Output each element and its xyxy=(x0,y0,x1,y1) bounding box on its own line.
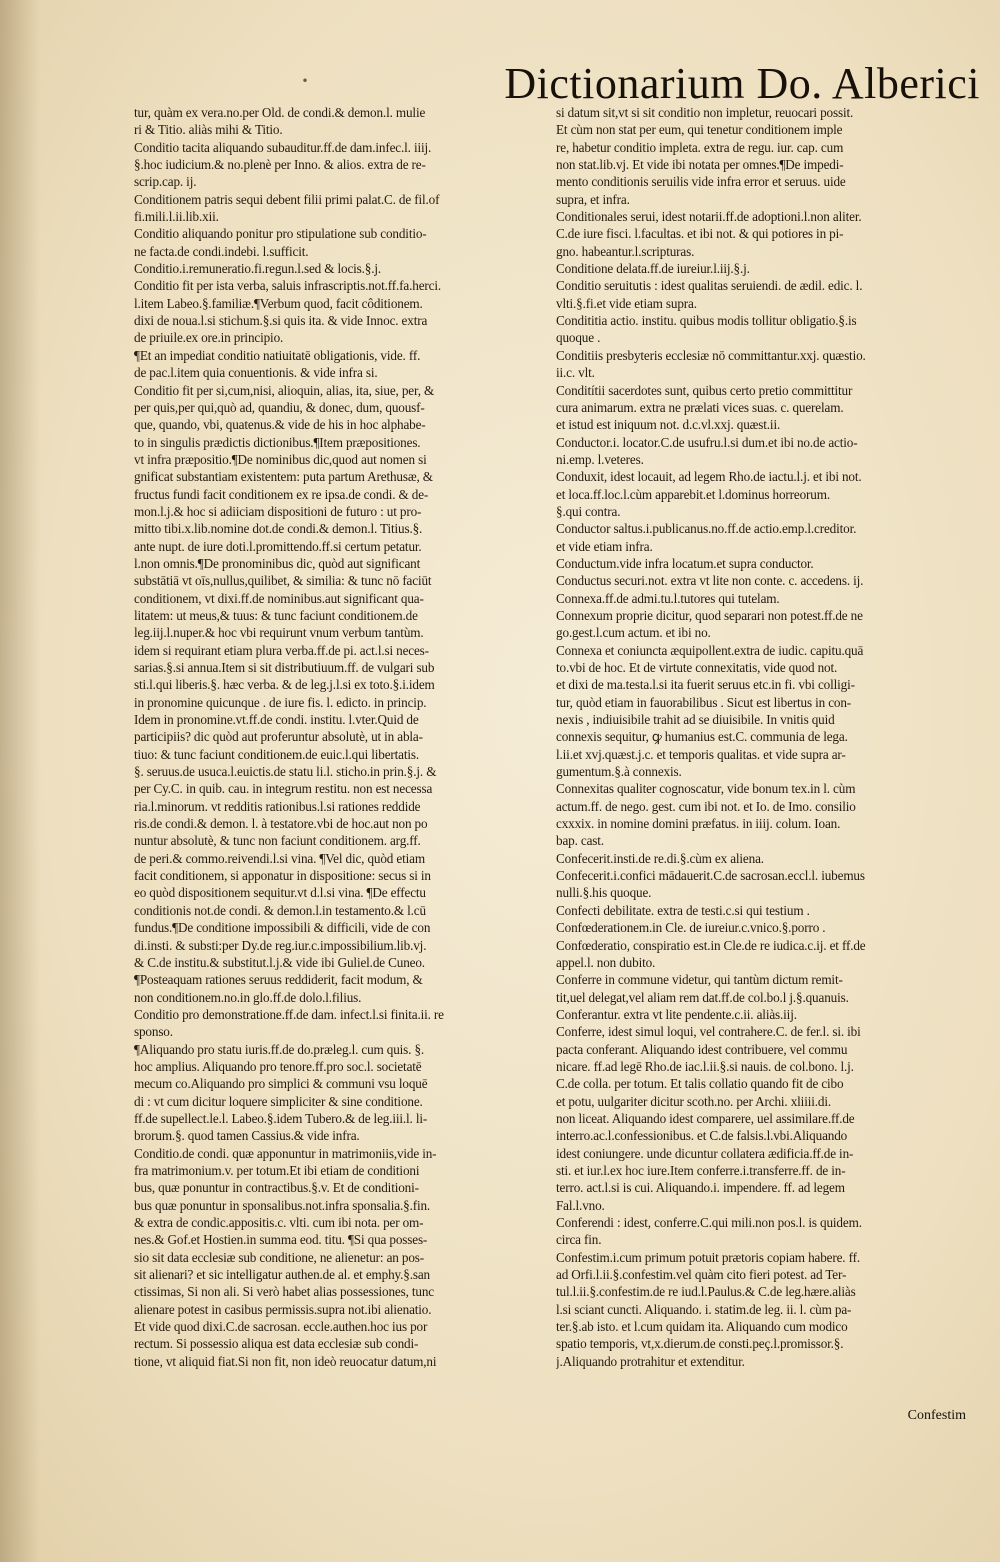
text-line: pacta conferant. Aliquando idest contribuere, vel commu xyxy=(556,1041,848,1057)
text-line: de priuile.ex ore.in principio. xyxy=(134,330,284,346)
right-column xyxy=(556,104,974,1370)
text-line: sarias.§.si annua.Item si sit distributiuum.ff. de vulgari sub xyxy=(134,660,435,675)
text-line: Conditio fit per si,cum,nisi, alioquin, alias, ita, siue, per, & xyxy=(134,382,435,398)
text-line: et potu, uulgariter dicitur scoth.no. per Archi. xliiii.di. xyxy=(556,1093,831,1109)
text-line: hoc amplius. Aliquando pro tenore.ff.pro soc.l. societatē xyxy=(134,1058,422,1074)
text-line: nexis , indiuisibile trahit ad se diuisibile. In vnitis quid xyxy=(556,712,835,728)
text-line: dixi de noua.l.si stichum.§.si quis ita. & vide Innoc. extra xyxy=(134,313,428,329)
text-line: Confestim.i.cum primum potuit prætoris copiam habere. ff. xyxy=(556,1249,860,1265)
text-line: Conductum.vide infra locatum.et supra conductor. xyxy=(556,555,814,571)
text-line: Conditio.de condi. quæ apponuntur in matrimoniis,vide in- xyxy=(134,1145,437,1161)
text-line: gnificat substantiam existentem: puta partum Arethusæ, & xyxy=(134,469,433,485)
text-line: Conductus securi.not. extra vt lite non conte. c. accedens. ij. xyxy=(556,573,864,589)
text-line: mecum co.Aliquando pro simplici & communi vsu loquē xyxy=(134,1076,428,1092)
text-line: C.de colla. per totum. Et talis collatio quando fit de cibo xyxy=(556,1076,844,1092)
text-line: re, habetur conditio impleta. extra de regu. iur. cap. cum xyxy=(556,139,844,155)
text-line: Conditio tacita aliquando subauditur.ff.de dam.infec.l. iiij. xyxy=(134,139,432,155)
text-line: tul.l.ii.§.confestim.de re iud.l.Paulus.& C.de leg.hære.aliàs xyxy=(556,1284,856,1300)
text-line: ¶Posteaquam rationes seruus reddiderit, facit modum, & xyxy=(134,972,423,988)
text-line: circa fin. xyxy=(556,1232,602,1248)
text-line: Conditiis presbyteris ecclesiæ nō committantur.xxj. quæstio. xyxy=(556,347,866,363)
text-line: idem si requirant etiam plura verba.ff.de pi. act.l.si neces- xyxy=(134,642,429,658)
text-line: et istud est iniquum not. d.c.vl.xxj. quæst.ii. xyxy=(556,417,781,433)
text-line: vt infra præpositio.¶De nominibus dic,quod aut nomen si xyxy=(134,451,427,467)
text-line: scrip.cap. ij. xyxy=(134,174,197,190)
text-line: Confœderatio, conspiratio est.in Cle.de re iudica.c.ij. et ff.de xyxy=(556,937,866,953)
text-line: sio sit data ecclesiæ sub conditione, ne alienetur: an pos- xyxy=(134,1249,424,1265)
text-line: ¶Et an impediat conditio natiuitatē obligationis, vide. ff. xyxy=(134,347,421,363)
text-line: §. seruus.de usuca.l.euictis.de statu li.l. sticho.in prin.§.j. & xyxy=(134,764,437,780)
text-line: et loca.ff.loc.l.cùm apparebit.et l.dominus horreorum. xyxy=(556,486,831,502)
text-line: connexis sequitur, ꝙ humanius est.C. communia de lega. xyxy=(556,729,848,745)
text-line: ctissimas, Si non ali. Si verò habet alias possessiones, tunc xyxy=(134,1284,434,1300)
text-line: di : vt cum dicitur loquere simpliciter & sine conditione. xyxy=(134,1093,423,1109)
text-line: cxxxix. in nomine domini præfatus. in iiij. colum. Ioan. xyxy=(556,816,841,832)
gutter-shadow xyxy=(0,0,40,1562)
text-line: di.insti. & substi:per Dy.de reg.iur.c.impossibilium.lib.vj. xyxy=(134,937,427,953)
text-line: Connexa.ff.de admi.tu.l.tutores qui tutelam. xyxy=(556,590,780,606)
text-line: bus, quæ ponuntur in contractibus.§.v. Et de conditioni- xyxy=(134,1180,419,1196)
left-column xyxy=(134,104,542,1370)
text-line: Confecerit.insti.de re.di.§.cùm ex aliena. xyxy=(556,850,764,866)
text-line: §.qui contra. xyxy=(556,503,621,519)
text-line: Conditio seruitutis : idest qualitas seruiendi. de ædil. edic. l. xyxy=(556,278,863,294)
text-line: fructus fundi facit conditionem ex re ipsa.de condi. & de- xyxy=(134,486,429,502)
text-line: l.si sciant cuncti. Aliquando. i. statim.de leg. ii. l. cùm pa- xyxy=(556,1301,852,1317)
text-line: per Cy.C. in quib. cau. in integrum restitu. non est necessa xyxy=(134,781,433,797)
text-line: Conditítii sacerdotes sunt, quibus certo pretio committitur xyxy=(556,382,853,398)
text-line: nes.& Gof.et Hostien.in summa eod. titu. ¶Si qua posses- xyxy=(134,1232,428,1248)
text-line: Connexum proprie dicitur, quod separari non potest.ff.de ne xyxy=(556,607,863,623)
text-line: Conductor.i. locator.C.de usufru.l.si dum.et ibi no.de actio- xyxy=(556,434,858,450)
text-line: participiis? dic quòd aut proferuntur absolutè, ut in abla- xyxy=(134,729,423,745)
text-line: sponso. xyxy=(134,1024,173,1040)
text-line: terro. act.l.si is cui. Aliquando.i. impendere. ff. ad legem xyxy=(556,1180,845,1196)
text-line: tur, quòd etiam in fauorabilibus . Sicut est libertus in con- xyxy=(556,694,852,710)
text-line: Condititia actio. institu. quibus modis tollitur obligatio.§.is xyxy=(556,313,857,329)
text-line: tur, quàm ex vera.no.per Old. de condi.& demon.l. mulie xyxy=(134,105,426,120)
text-line: ad Orfi.l.ii.§.confestim.vel quàm cito fieri potest. ad Ter- xyxy=(556,1267,847,1283)
text-line: Et cùm non stat per eum, qui tenetur conditionem imple xyxy=(556,122,843,138)
text-line: non liceat. Aliquando idest comparere, uel assimilare.ff.de xyxy=(556,1110,855,1126)
text-line: nuntur absolutè, & tunc non faciunt conditionem. arg.ff. xyxy=(134,833,421,849)
text-line: fra matrimonium.v. per totum.Et ibi etiam de conditioni xyxy=(134,1162,420,1178)
text-line: de peri.& commo.reivendi.l.si vina. ¶Vel dic, quòd etiam xyxy=(134,850,425,866)
text-line: Connexitas qualiter cognoscatur, vide bonum tex.in l. cùm xyxy=(556,781,856,797)
text-line: gumentum.§.à connexis. xyxy=(556,764,682,780)
text-line: Conditio pro demonstratione.ff.de dam. infect.l.si finita.ii. re xyxy=(134,1006,444,1022)
text-line: Conduxit, idest locauit, ad legem Rho.de iactu.l.j. et ibi not. xyxy=(556,469,862,485)
text-line: fi.mili.l.ii.lib.xii. xyxy=(134,209,219,225)
text-line: go.gest.l.cum actum. et ibi no. xyxy=(556,625,711,641)
text-line: tit,uel delegat,vel aliam rem dat.ff.de col.bo.l j.§.quanuis. xyxy=(556,989,849,1005)
catchword: Confestim xyxy=(907,1408,966,1423)
text-line: sit alienari? et sic intelligatur authen.de al. et emphy.§.san xyxy=(134,1267,430,1283)
text-line: Conferantur. extra vt lite pendente.c.ii. aliàs.iij. xyxy=(556,1006,797,1022)
text-line: non conditionem.no.in glo.ff.de dolo.l.filius. xyxy=(134,989,362,1005)
text-line: et vide etiam infra. xyxy=(556,538,653,554)
text-line: supra, et infra. xyxy=(556,191,630,207)
running-head: Dictionarium Do. Alberici xyxy=(504,59,980,108)
text-line: l.ii.et xvj.quæst.j.c. et temporis qualitas. et vide supra ar- xyxy=(556,746,846,762)
text-line: Conditionales serui, idest notarii.ff.de adoptioni.l.non aliter. xyxy=(556,209,862,225)
text-line: que, quando, vbi, quatenus.& vide de his in hoc alphabe- xyxy=(134,417,426,433)
text-line: Conditione delata.ff.de iureiur.l.iij.§.j. xyxy=(556,261,750,277)
text-line: nulli.§.his quoque. xyxy=(556,885,652,901)
text-line: eo quòd dispositionem sequitur.vt d.l.si vina. ¶De effectu xyxy=(134,885,426,901)
text-line: & extra de condic.appositis.c. vlti. cum ibi nota. per om- xyxy=(134,1215,424,1230)
text-line: Confœderationem.in Cle. de iureiur.c.vnico.§.porro . xyxy=(556,920,826,936)
text-line: l.item Labeo.§.familiæ.¶Verbum quod, facit côditionem. xyxy=(134,295,423,311)
text-line: brorum.§. quod tamen Cassius.& vide infra. xyxy=(134,1128,360,1144)
text-line: interro.ac.l.confessionibus. et C.de falsis.l.vbi.Aliquando xyxy=(556,1128,848,1144)
text-line: Conditio fit per ista verba, saluis infrascriptis.not.ff.fa.herci. xyxy=(134,278,442,294)
text-line: ter.§.ab isto. et l.cum quidam ita. Aliquando cum modico xyxy=(556,1319,848,1335)
text-line: Conditio.i.remuneratio.fi.regun.l.sed & locis.§.j. xyxy=(134,261,382,277)
text-line: ne facta.de condi.indebi. l.sufficit. xyxy=(134,243,309,259)
text-line: non stat.lib.vj. Et vide ibi notata per omnes.¶De impedi- xyxy=(556,157,844,173)
text-line: l.non omnis.¶De pronominibus dic, quòd aut significant xyxy=(134,555,421,571)
text-line: Conferre in commune videtur, qui tantùm dictum remit- xyxy=(556,972,843,988)
text-line: bus quæ ponuntur in sponsalibus.not.infra sponsalia.§.fin. xyxy=(134,1197,431,1213)
text-line: leg.iij.l.nuper.& hoc vbi requirunt vnum verbum tantùm. xyxy=(134,625,424,641)
text-line: quoque . xyxy=(556,330,601,346)
text-line: actum.ff. de nego. gest. cum ibi not. et Io. de Imo. consilio xyxy=(556,798,856,814)
text-line: sti. et iur.l.ex hoc iure.Item conferre.i.transferre.ff. de in- xyxy=(556,1162,846,1178)
text-line: per quis,per qui,quò ad, quandiu, & donec, dum, quousf- xyxy=(134,399,425,415)
text-line: litatem: ut meus,& tuus: & tunc faciunt conditionem.de xyxy=(134,607,418,623)
text-line: Conditio aliquando ponitur pro stipulatione sub conditio- xyxy=(134,226,427,242)
text-line: to.vbi de hoc. Et de virtute connexitatis, vide quod not. xyxy=(556,660,838,675)
text-line: ¶Aliquando pro statu iuris.ff.de do.præleg.l. cum quis. §. xyxy=(134,1041,425,1057)
text-line: mon.l.j.& hoc si adiiciam dispositioni de futuro : ut pro- xyxy=(134,503,422,519)
text-line: ni.emp. l.veteres. xyxy=(556,451,644,467)
text-line: ris.de condi.& demon. l. à testatore.vbi de hoc.aut non po xyxy=(134,816,428,832)
text-line: spatio temporis, vt,x.dierum.de consti.peç.l.promissor.§. xyxy=(556,1336,844,1352)
text-line: Idem in pronomine.vt.ff.de condi. institu. l.vter.Quid de xyxy=(134,712,419,728)
text-line: ii.c. vlt. xyxy=(556,365,595,381)
text-line: nicare. ff.ad legē Rho.de iac.l.ii.§.si nauis. de col.bono. l.j. xyxy=(556,1058,854,1074)
text-line: alienare potest in casibus permissis.supra not.ibi alienatio. xyxy=(134,1301,432,1317)
text-line: Conferendi : idest, conferre.C.qui mili.non pos.l. is quidem. xyxy=(556,1215,862,1230)
text-line: sti.l.qui liberis.§. hæc verba. & de leg.j.l.si ex toto.§.i.idem xyxy=(134,677,435,693)
text-line: rectum. Si possessio aliqua est data ecclesiæ sub condi- xyxy=(134,1336,419,1352)
text-line: ri & Titio. aliàs mihi & Titio. xyxy=(134,122,283,138)
text-line: ante nupt. de iure doti.l.promittendo.ff.si certum petatur. xyxy=(134,538,422,554)
text-line: Confecti debilitate. extra de testi.c.si qui testium . xyxy=(556,902,810,918)
text-line: et dixi de ma.testa.l.si ita fuerit seruus etc.in fi. vbi colligi- xyxy=(556,677,855,693)
text-line: appel.l. non dubito. xyxy=(556,954,656,970)
text-line: Fal.l.vno. xyxy=(556,1197,605,1213)
text-line: idest coniungere. unde dicuntur collatera ædificia.ff.de in- xyxy=(556,1145,854,1161)
text-line: mitto tibi.x.lib.nomine dot.de condi.& demon.l. Titius.§. xyxy=(134,521,423,537)
text-line: mento conditionis seruilis vide infra error et seruus. uide xyxy=(556,174,846,190)
text-line: bap. cast. xyxy=(556,833,604,849)
text-line: conditionem, vt dixi.ff.de nominibus.aut significant qua- xyxy=(134,590,424,606)
text-line: j.Aliquando protrahitur et extenditur. xyxy=(556,1353,745,1369)
text-line: Conductor saltus.i.publicanus.no.ff.de actio.emp.l.creditor. xyxy=(556,521,857,537)
text-line: & C.de institu.& substitut.l.j.& vide ibi Guliel.de Cuneo. xyxy=(134,954,425,970)
text-line: facit conditionem, si apponatur in dispositione: secus si in xyxy=(134,868,431,884)
text-line: Conferre, idest simul loqui, vel contrahere.C. de fer.l. si. ibi xyxy=(556,1024,861,1040)
text-line: substātiā vt oīs,nullus,quilibet, & similia: & tunc nō faciūt xyxy=(134,573,432,589)
text-line: fundus.¶De conditione impossibili & difficili, vide de con xyxy=(134,920,431,936)
text-line: cura animarum. extra ne prælati vices suas. c. querelam. xyxy=(556,399,844,415)
text-line: Et vide quod dixi.C.de sacrosan. eccle.authen.hoc ius por xyxy=(134,1319,428,1335)
text-line: tione, vt aliquid fiat.Si non fit, non ideò reuocatur datum,ni xyxy=(134,1353,437,1369)
text-line: ria.l.minorum. vt redditis rationibus.l.si rationes reddide xyxy=(134,798,421,814)
text-line: in pronomine quicunque . de iure fis. l. edicto. in princip. xyxy=(134,694,427,710)
text-line: C.de iure fisci. l.facultas. et ibi not. & qui potiores in pi- xyxy=(556,226,844,242)
text-line: si datum sit,vt si sit conditio non impletur, reuocari possit. xyxy=(556,105,854,120)
text-line: Connexa et coniuncta æquipollent.extra de iudic. capitu.quā xyxy=(556,642,864,658)
text-line: Confecerit.i.confici mādauerit.C.de sacrosan.eccl.l. iubemus xyxy=(556,868,865,884)
text-line: de pac.l.item quia conuentionis. & vide infra si. xyxy=(134,365,378,381)
text-line: ff.de supellect.le.l. Labeo.§.idem Tubero.& de leg.iii.l. li- xyxy=(134,1110,428,1126)
text-line: tiuo: & tunc faciunt conditionem.de euic.l.qui libertatis. xyxy=(134,746,420,762)
text-line: to in singulis prædictis dictionibus.¶Item præpositiones. xyxy=(134,434,421,450)
text-line: §.hoc iudicium.& no.plenè per Inno. & alios. extra de re- xyxy=(134,157,426,173)
text-line: conditionis not.de condi. & demon.l.in testamento.& l.cū xyxy=(134,902,426,918)
text-line: vlti.§.fi.et vide etiam supra. xyxy=(556,295,697,311)
text-line: Conditionem patris sequi debent filii primi palat.C. de fil.of xyxy=(134,191,440,207)
text-line: gno. habeantur.l.scripturas. xyxy=(556,243,695,259)
header-ornament: · xyxy=(300,64,310,97)
